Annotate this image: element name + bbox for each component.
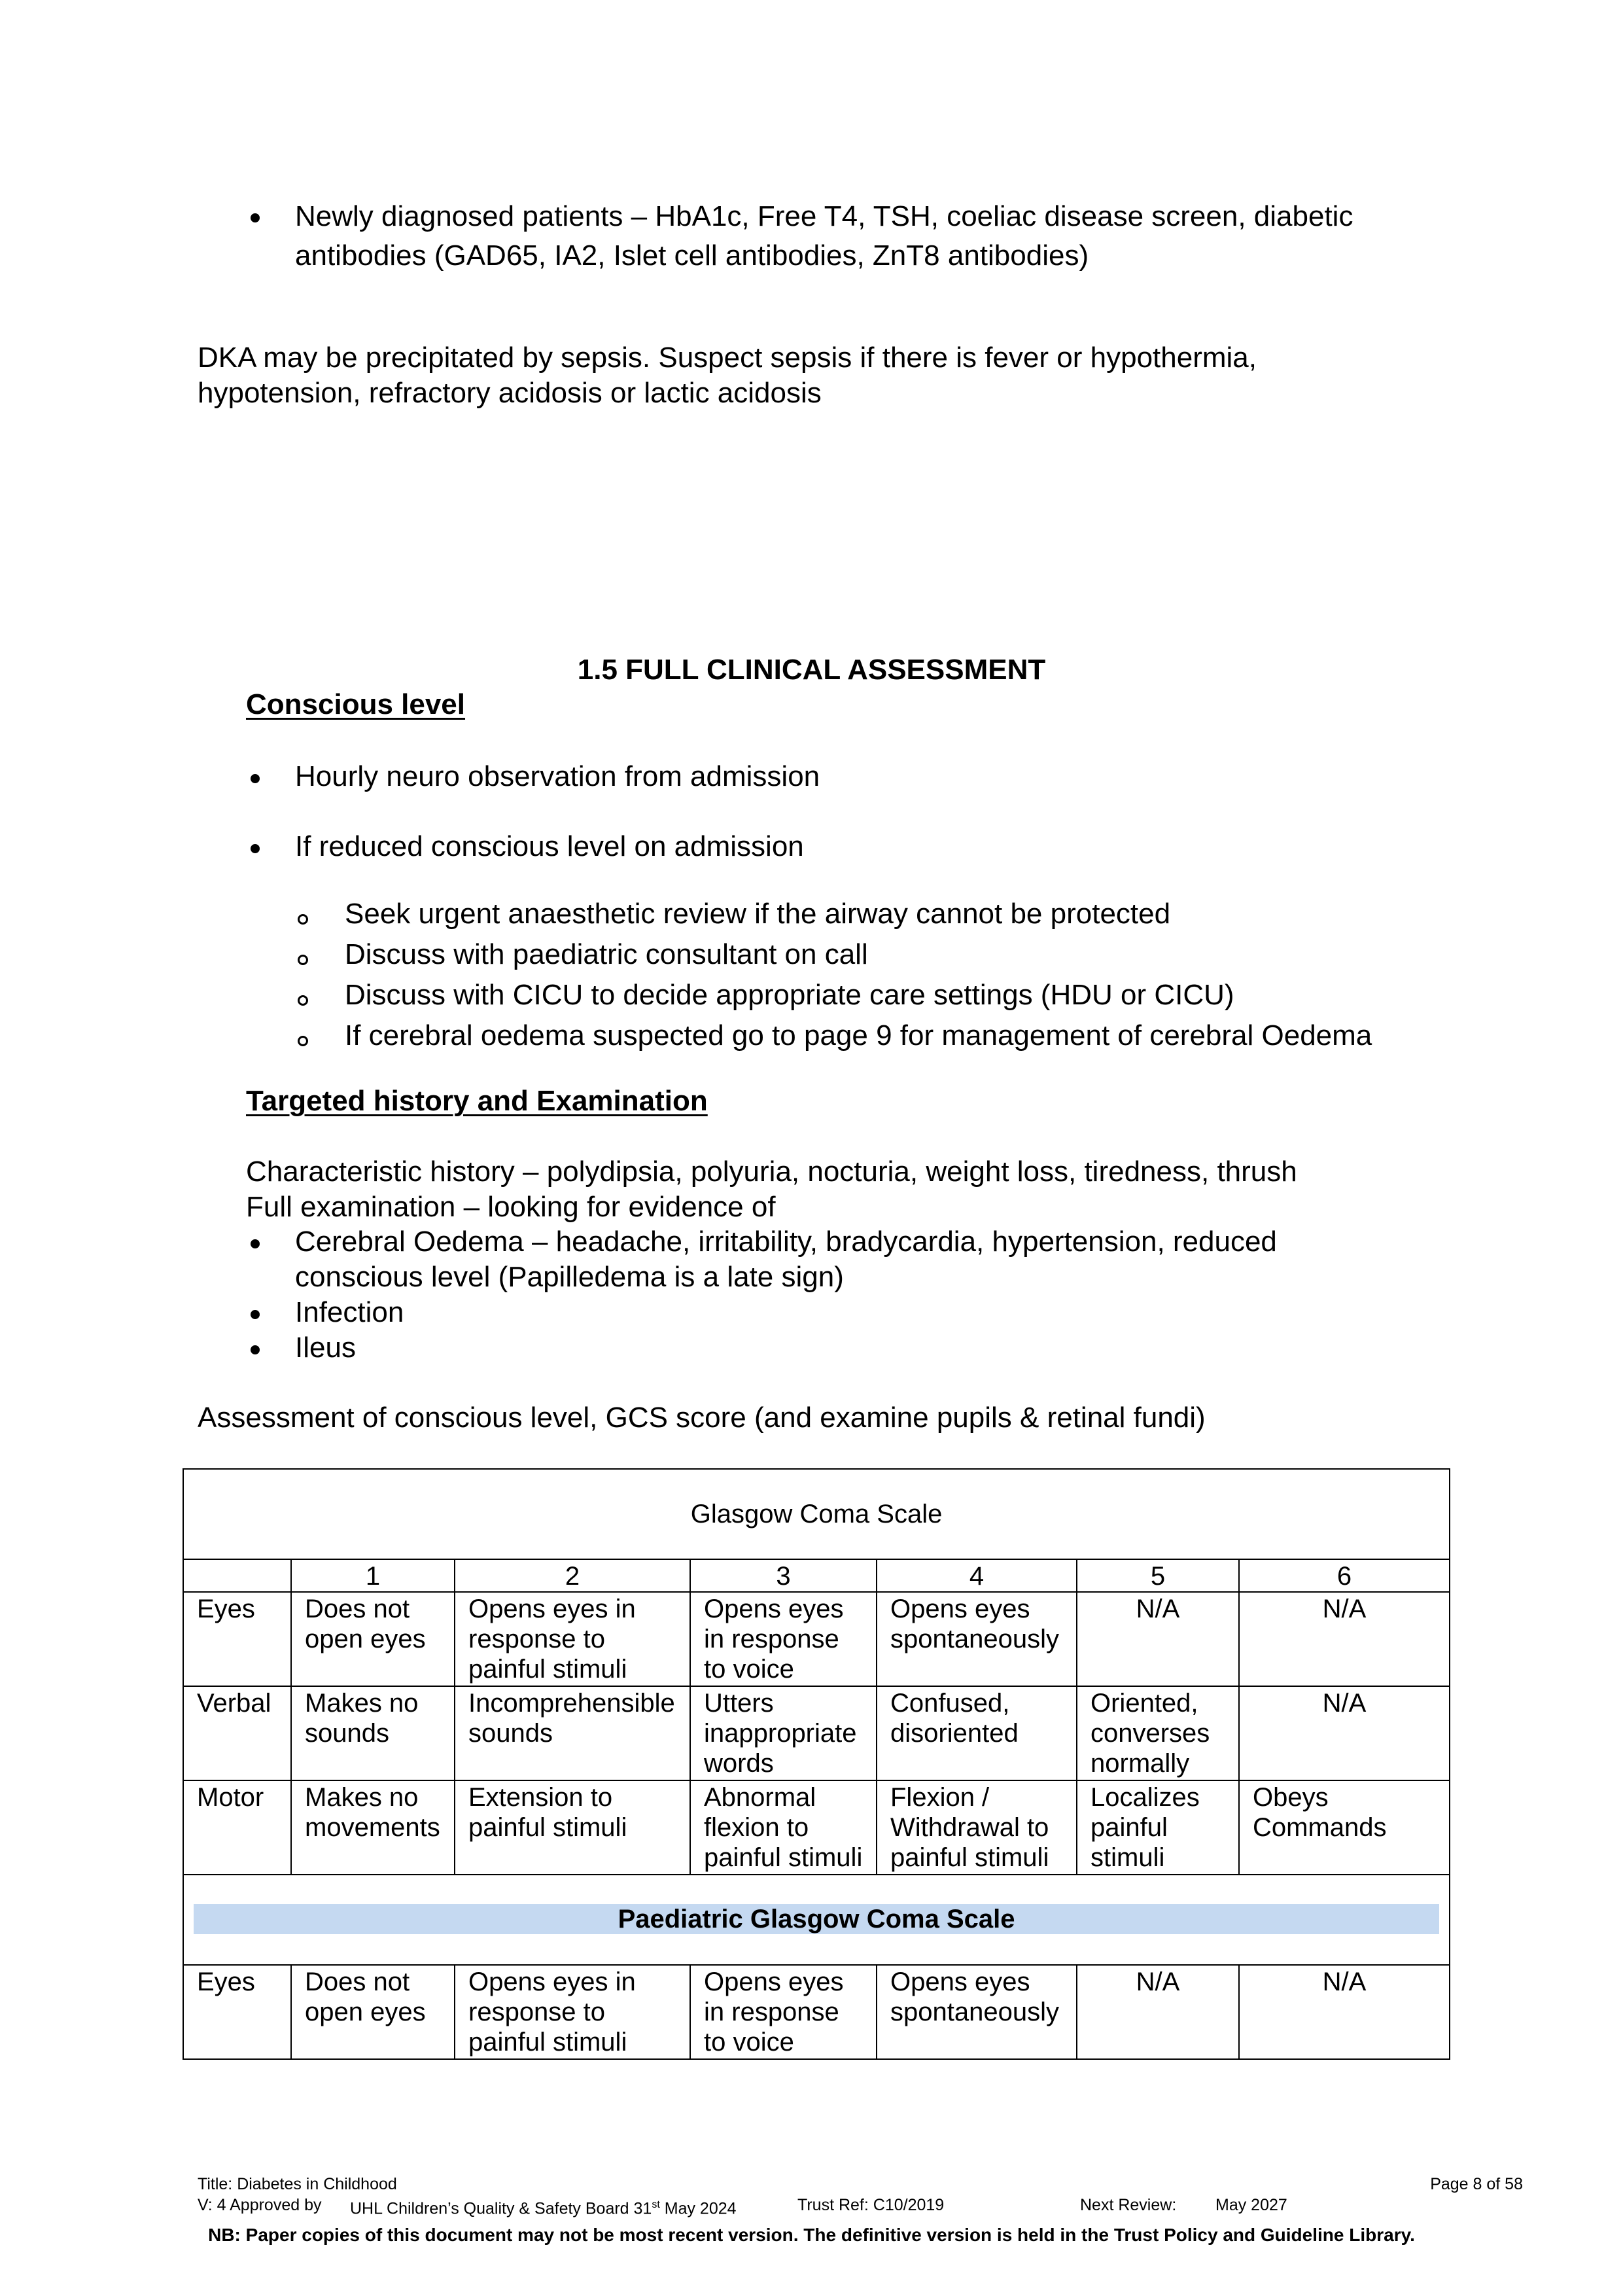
table-cell: Opens eyes spontaneously [877, 1592, 1077, 1686]
table-cell: N/A [1077, 1965, 1239, 2059]
footer-nb-note: NB: Paper copies of this document may not be most recent version. The definitive version is held in the Trust Policy and Guideline Library. [208, 2225, 1415, 2245]
table-row [183, 1686, 1450, 1780]
score-header-4: 4 [877, 1559, 1077, 1592]
table-cell: Incomprehensible sounds [455, 1686, 690, 1780]
footer-page-number: Page 8 of 58 [1430, 2175, 1523, 2193]
score-header-6: 6 [1239, 1559, 1450, 1592]
table-cell: Extension to painful stimuli [455, 1780, 690, 1875]
score-header-3: 3 [690, 1559, 877, 1592]
table-cell: Localizes painful stimuli [1077, 1780, 1239, 1875]
sub-bullet-icon [298, 995, 308, 1006]
conscious-subitem-1: Seek urgent anaesthetic review if the airway cannot be protected [345, 898, 1171, 930]
table-cell: N/A [1239, 1965, 1450, 2059]
paediatric-title-cell [183, 1875, 1450, 1965]
history-line-2: Full examination – looking for evidence of [246, 1191, 776, 1223]
conscious-subitem-4: If cerebral oedema suspected go to page 9 for management of cerebral Oedema [345, 1019, 1372, 1051]
score-header-2: 2 [455, 1559, 690, 1592]
bullet-icon [251, 844, 260, 853]
row-label: Eyes [183, 1592, 291, 1686]
history-line-1: Characteristic history – polydipsia, polyuria, nocturia, weight loss, tiredness, thrush [246, 1156, 1297, 1188]
table-cell: Does not open eyes [291, 1965, 455, 2059]
history-bullet-3: Ileus [295, 1332, 356, 1364]
table-row [183, 1780, 1450, 1875]
section-title: 1.5 FULL CLINICAL ASSESSMENT [577, 654, 1046, 686]
bullet-icon [251, 1345, 260, 1354]
sub-bullet-icon [298, 914, 308, 925]
table-cell: Utters inappropriate words [690, 1686, 877, 1780]
score-header-1: 1 [291, 1559, 455, 1592]
sub-bullet-icon [298, 955, 308, 965]
history-bullet-2: Infection [295, 1296, 404, 1328]
table-cell: N/A [1239, 1686, 1450, 1780]
footer-approval [350, 2195, 737, 2219]
table-cell: Confused, disoriented [877, 1686, 1077, 1780]
history-bullet-1-line-2: conscious level (Papilledema is a late sign) [295, 1261, 844, 1293]
conscious-subitem-2: Discuss with paediatric consultant on call [345, 938, 868, 970]
conscious-level-heading: Conscious level [246, 688, 466, 720]
table-row [183, 1592, 1450, 1686]
table-cell: Makes no movements [291, 1780, 455, 1875]
gcs-intro: Assessment of conscious level, GCS score (and examine pupils & retinal fundi) [198, 1402, 1206, 1434]
table-cell: N/A [1077, 1592, 1239, 1686]
table-cell: Makes no sounds [291, 1686, 455, 1780]
row-label: Verbal [183, 1686, 291, 1780]
table-cell: Opens eyes in response to painful stimuli [455, 1592, 690, 1686]
table-cell: Opens eyes in response to voice [690, 1965, 877, 2059]
footer-title: Title: Diabetes in Childhood [198, 2175, 397, 2193]
footer-board-date: May 2024 [659, 2199, 737, 2218]
bullet-icon [251, 213, 260, 222]
table-cell: Flexion / Withdrawal to painful stimuli [877, 1780, 1077, 1875]
table-cell: Obeys Commands [1239, 1780, 1450, 1875]
bullet-icon [251, 774, 260, 783]
table-cell: Opens eyes in response to voice [690, 1592, 877, 1686]
gcs-table [183, 1468, 1450, 2060]
gcs-title: Glasgow Coma Scale [690, 1500, 943, 1528]
footer-trust-ref: Trust Ref: C10/2019 [797, 2196, 945, 2214]
footer-next-review-label: Next Review: [1080, 2196, 1177, 2214]
conscious-bullet-2: If reduced conscious level on admission [295, 830, 804, 862]
score-header-blank [183, 1559, 291, 1592]
row-label: Eyes [183, 1965, 291, 2059]
intro-bullet-line-2: antibodies (GAD65, IA2, Islet cell antibodies, ZnT8 antibodies) [295, 239, 1089, 272]
table-row [183, 1965, 1450, 2059]
sub-bullet-icon [298, 1036, 308, 1046]
sepsis-note-line-1: DKA may be precipitated by sepsis. Suspect sepsis if there is fever or hypothermia, [198, 342, 1257, 374]
table-row [183, 1559, 1450, 1592]
intro-bullet-line-1: Newly diagnosed patients – HbA1c, Free T4, TSH, coeliac disease screen, diabetic [295, 200, 1353, 232]
bullet-icon [251, 1310, 260, 1319]
history-heading: Targeted history and Examination [246, 1085, 708, 1117]
footer-board-sup: st [652, 2199, 660, 2210]
row-label: Motor [183, 1780, 291, 1875]
table-cell: Opens eyes in response to painful stimuli [455, 1965, 690, 2059]
history-bullet-1-line-1: Cerebral Oedema – headache, irritability, bradycardia, hypertension, reduced [295, 1226, 1277, 1258]
conscious-subitem-3: Discuss with CICU to decide appropriate care settings (HDU or CICU) [345, 979, 1234, 1011]
table-cell: Opens eyes spontaneously [877, 1965, 1077, 2059]
bullet-icon [251, 1239, 260, 1248]
gcs-title-cell [183, 1469, 1450, 1559]
paediatric-title: Paediatric Glasgow Coma Scale [194, 1904, 1439, 1934]
table-cell: Does not open eyes [291, 1592, 455, 1686]
table-cell: N/A [1239, 1592, 1450, 1686]
score-header-5: 5 [1077, 1559, 1239, 1592]
sepsis-note-line-2: hypotension, refractory acidosis or lactic acidosis [198, 377, 822, 409]
footer-board: UHL Children’s Quality & Safety Board 31 [350, 2199, 652, 2218]
conscious-bullet-1: Hourly neuro observation from admission [295, 760, 820, 792]
footer-next-review-date: May 2027 [1215, 2196, 1287, 2214]
table-cell: Abnormal flexion to painful stimuli [690, 1780, 877, 1875]
table-cell: Oriented, converses normally [1077, 1686, 1239, 1780]
footer-version: V: 4 Approved by [198, 2196, 322, 2214]
